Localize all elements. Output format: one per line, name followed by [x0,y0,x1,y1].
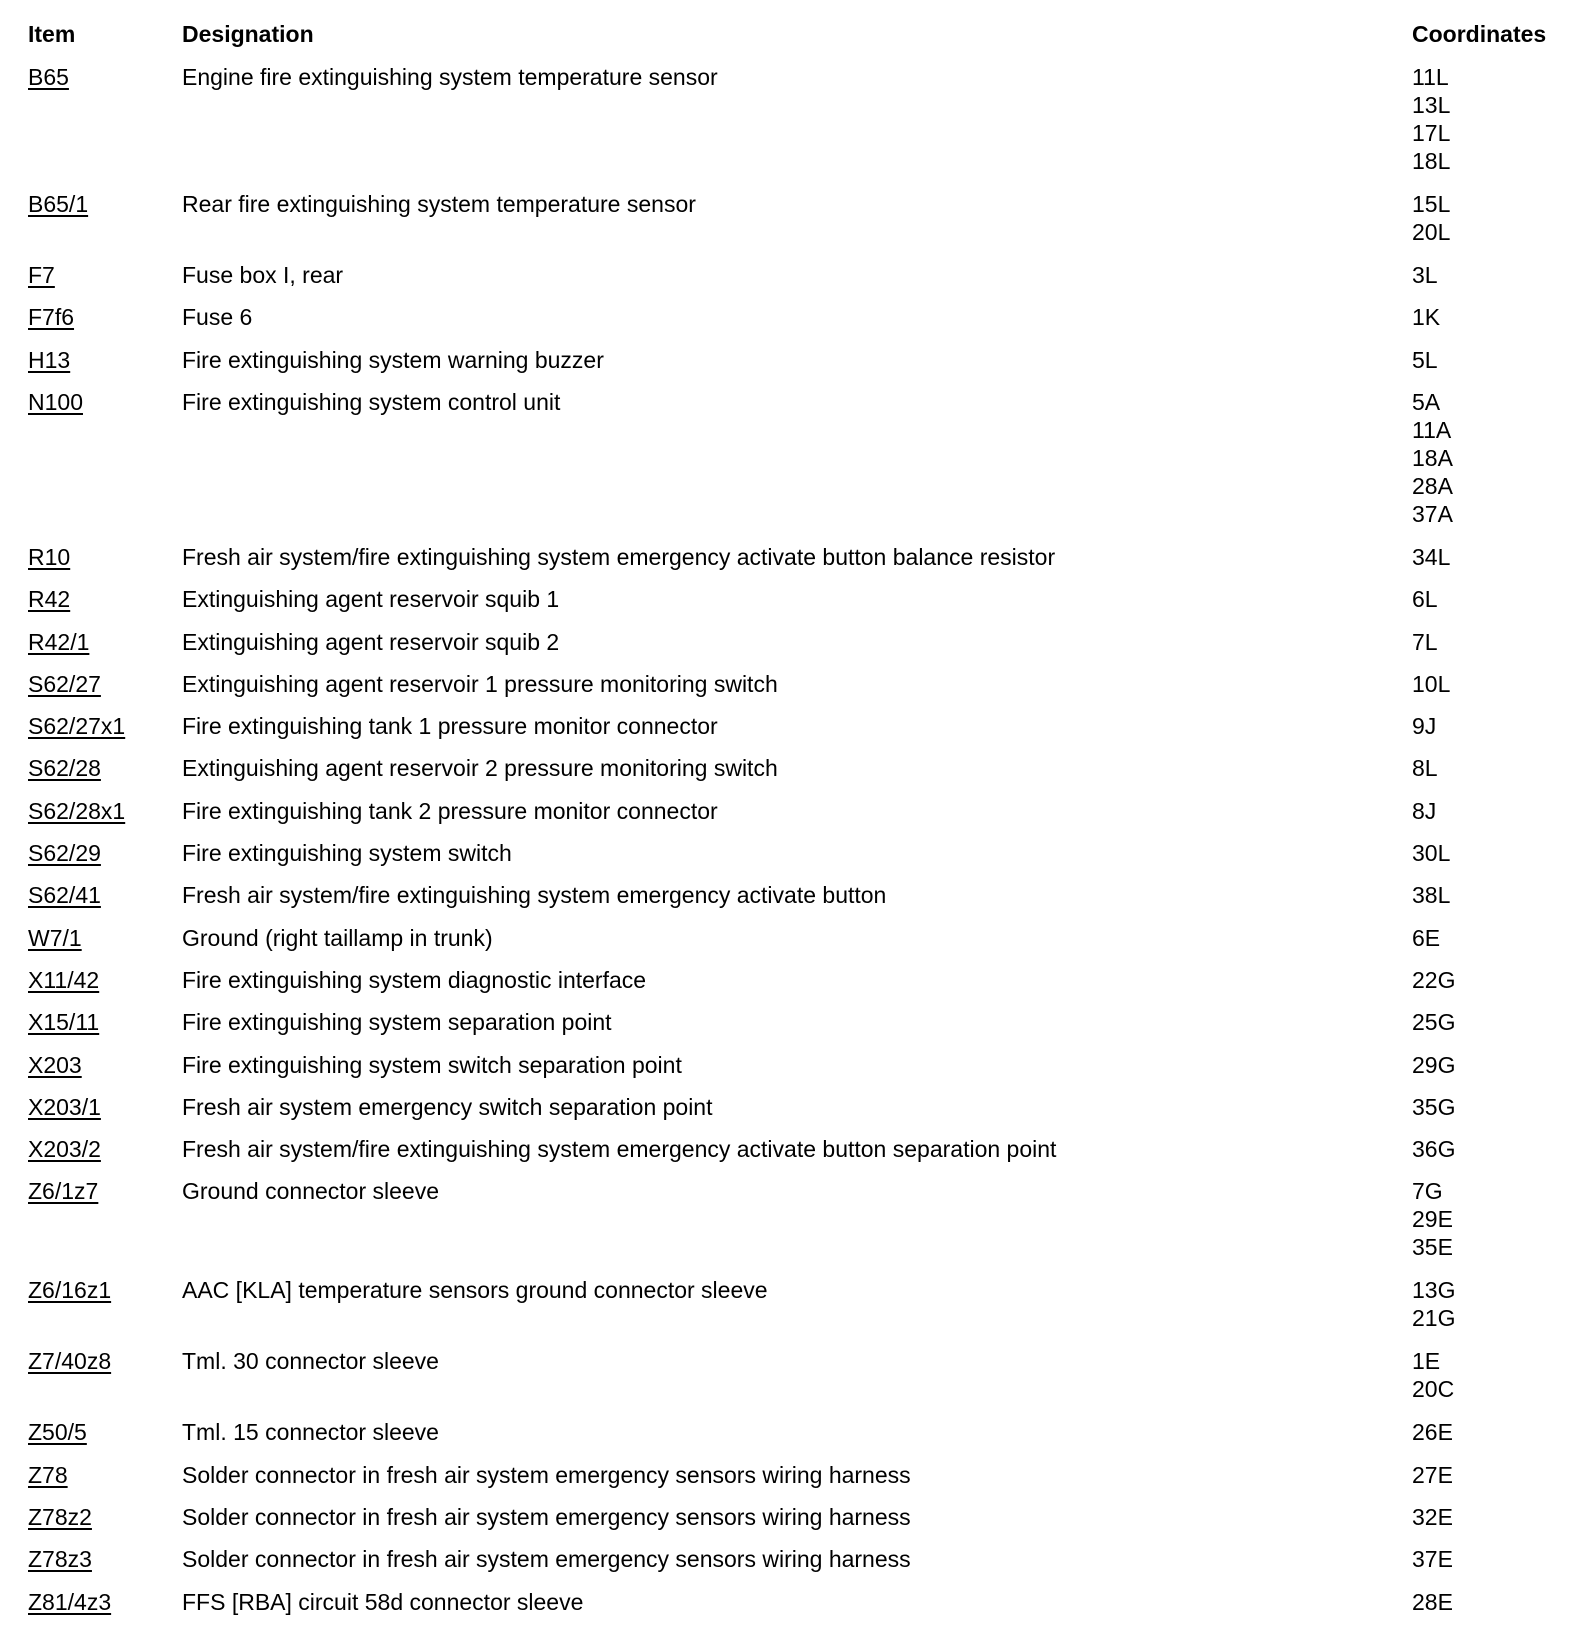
coordinates-list [1412,388,1453,528]
coordinate-value: 11A [1412,416,1452,443]
coordinates-list [1412,346,1438,374]
designation-text: Ground (right taillamp in trunk) [182,924,493,951]
designation-text: Fresh air system/fire extinguishing system emergency activate button separation point [182,1136,1057,1163]
item-link[interactable]: B65/1 [28,191,89,217]
item-link[interactable]: W7/1 [28,924,82,951]
coordinate-value: 18L [1412,148,1451,174]
designation-text: Rear fire extinguishing system temperature sensor [182,191,696,217]
item-link[interactable]: F7 [28,262,55,288]
designation-text: Fire extinguishing system warning buzzer [182,346,604,373]
item-link[interactable]: R42/1 [28,628,90,655]
item-link[interactable]: S62/28x1 [28,797,126,824]
item-link[interactable]: X203 [28,1051,82,1078]
item-link[interactable]: X203/2 [28,1136,101,1163]
item-link[interactable]: X203/1 [28,1093,101,1120]
coordinate-value: 11L [1412,64,1449,90]
coordinate-value: 6L [1412,586,1438,613]
designation-text: Solder connector in fresh air system emergency sensors wiring harness [182,1504,911,1530]
coordinate-value: 35G [1412,1093,1456,1120]
coordinates-list [1412,1051,1455,1079]
designation-text: Solder connector in fresh air system emergency sensors wiring harness [182,1461,911,1488]
coordinate-value: 13L [1412,92,1451,118]
item-link[interactable]: Z7/40z8 [28,1348,112,1375]
designation-text: Fire extinguishing system diagnostic interface [182,966,647,993]
coordinates-list [1412,543,1450,571]
designation-text: Extinguishing agent reservoir 2 pressure monitoring switch [182,755,778,782]
designation-text: Fuse 6 [182,304,253,331]
coordinate-value: 7G [1412,1178,1443,1205]
coordinate-value: 7L [1412,628,1438,655]
coordinate-value: 34L [1412,543,1451,570]
coordinates-list [1412,1545,1453,1573]
designation-text: Extinguishing agent reservoir squib 2 [182,628,560,655]
coordinate-value: 36G [1412,1136,1456,1163]
coordinates-list [1412,966,1455,994]
coordinates-list [1412,924,1440,952]
coordinate-value: 21G [1412,1305,1456,1332]
item-link[interactable]: Z6/1z7 [28,1178,99,1205]
coordinate-value: 32E [1412,1504,1453,1530]
header-designation: Designation [182,21,314,47]
coordinate-value: 3L [1412,262,1438,288]
coordinate-value: 38L [1412,882,1451,909]
coordinate-value: 1E [1412,1348,1441,1375]
designation-text: Fresh air system/fire extinguishing system emergency activate button balance resistor [182,543,1056,570]
designation-text: Tml. 30 connector sleeve [182,1348,439,1375]
coordinate-value: 5A [1412,388,1441,415]
coordinates-list [1412,585,1438,613]
item-link[interactable]: S62/29 [28,840,101,866]
designation-text: Extinguishing agent reservoir 1 pressure monitoring switch [182,670,778,697]
coordinate-value: 10L [1412,670,1451,697]
coordinate-value: 29E [1412,1206,1453,1233]
coordinate-value: 27E [1412,1461,1453,1488]
designation-text: Fresh air system emergency switch separation point [182,1093,713,1120]
designation-text: Ground connector sleeve [182,1178,439,1205]
coordinate-value: 6E [1412,924,1441,951]
coordinates-list [1412,1135,1455,1163]
coordinates-list [1412,712,1436,740]
designation-text: Fire extinguishing system switch [182,840,512,866]
coordinates-list [1412,628,1438,656]
designation-text: Fire extinguishing tank 1 pressure monitor connector [182,713,718,740]
coordinates-list [1412,190,1450,246]
coordinate-value: 8J [1412,797,1437,824]
coordinate-value: 35E [1412,1234,1453,1261]
designation-text: Fire extinguishing system switch separation point [182,1051,682,1078]
coordinate-value: 8L [1412,755,1438,782]
coordinates-list [1412,1461,1453,1489]
item-link[interactable]: N100 [28,388,83,415]
coordinates-list [1412,1503,1453,1531]
item-link[interactable]: S62/27 [28,670,101,697]
coordinates-list [1412,797,1436,825]
item-link[interactable]: Z6/16z1 [28,1277,112,1304]
designation-text: Fuse box I, rear [182,262,344,288]
header-item: Item [28,21,76,47]
coordinate-value: 20L [1412,219,1451,245]
coordinates-list [1412,1276,1455,1332]
table-header [0,21,1584,51]
designation-text: Solder connector in fresh air system emergency sensors wiring harness [182,1546,911,1573]
designation-text: AAC [KLA] temperature sensors ground connector sleeve [182,1277,768,1304]
coordinate-value: 25G [1412,1009,1456,1036]
coordinates-list [1412,1093,1455,1121]
item-link[interactable]: H13 [28,346,71,373]
coordinates-list [1412,1418,1453,1446]
item-link[interactable]: R42 [28,586,71,613]
coordinates-list [1412,303,1440,331]
designation-text: Fresh air system/fire extinguishing system emergency activate button [182,882,887,909]
item-link[interactable]: R10 [28,543,71,570]
coordinates-list [1412,261,1438,289]
item-link[interactable]: Z78z3 [28,1546,92,1573]
coordinate-value: 18A [1412,444,1453,471]
coordinate-value: 13G [1412,1277,1456,1304]
designation-text: Tml. 15 connector sleeve [182,1419,439,1446]
item-link[interactable]: X11/42 [28,966,100,993]
coordinates-list [1412,1177,1453,1261]
item-link[interactable]: Z78z2 [28,1504,92,1530]
coordinates-list [1412,754,1438,782]
coordinates-list [1412,1347,1454,1403]
coordinate-value: 28A [1412,472,1453,499]
coordinate-value: 17L [1412,120,1451,146]
item-link[interactable]: S62/41 [28,882,101,909]
coordinate-value: 22G [1412,966,1456,993]
coordinate-value: 30L [1412,840,1451,866]
item-link[interactable]: S62/27x1 [28,713,126,740]
coordinate-value: 26E [1412,1419,1453,1446]
item-link[interactable]: Z50/5 [28,1419,87,1446]
designation-text: Fire extinguishing tank 2 pressure monitor connector [182,797,718,824]
coordinates-list [1412,1008,1455,1036]
designation-text: FFS [RBA] circuit 58d connector sleeve [182,1588,584,1615]
coordinate-value: 15L [1412,191,1451,217]
item-link[interactable]: Z78 [28,1461,68,1488]
item-link[interactable]: F7f6 [28,304,75,331]
coordinates-list [1412,63,1450,175]
coordinates-list [1412,881,1450,909]
header-coordinates: Coordinates [1412,21,1547,47]
coordinate-value: 37A [1412,500,1453,527]
item-link[interactable]: X15/11 [28,1009,100,1036]
coordinate-value: 28E [1412,1588,1453,1615]
coordinate-value: 5L [1412,346,1438,373]
coordinate-value: 1K [1412,304,1441,331]
item-link[interactable]: S62/28 [28,755,101,782]
designation-text: Engine fire extinguishing system temperature sensor [182,64,718,90]
designation-text: Extinguishing agent reservoir squib 1 [182,586,560,613]
coordinates-list [1412,839,1450,867]
coordinate-value: 29G [1412,1051,1456,1078]
designation-text: Fire extinguishing system control unit [182,388,561,415]
coordinate-value: 20C [1412,1376,1455,1403]
coordinate-value: 9J [1412,713,1437,740]
coordinates-list [1412,670,1450,698]
coordinates-list [1412,1588,1453,1616]
item-link[interactable]: B65 [28,64,69,90]
designation-text: Fire extinguishing system separation point [182,1009,612,1036]
coordinate-value: 37E [1412,1546,1453,1573]
item-link[interactable]: Z81/4z3 [28,1588,112,1615]
